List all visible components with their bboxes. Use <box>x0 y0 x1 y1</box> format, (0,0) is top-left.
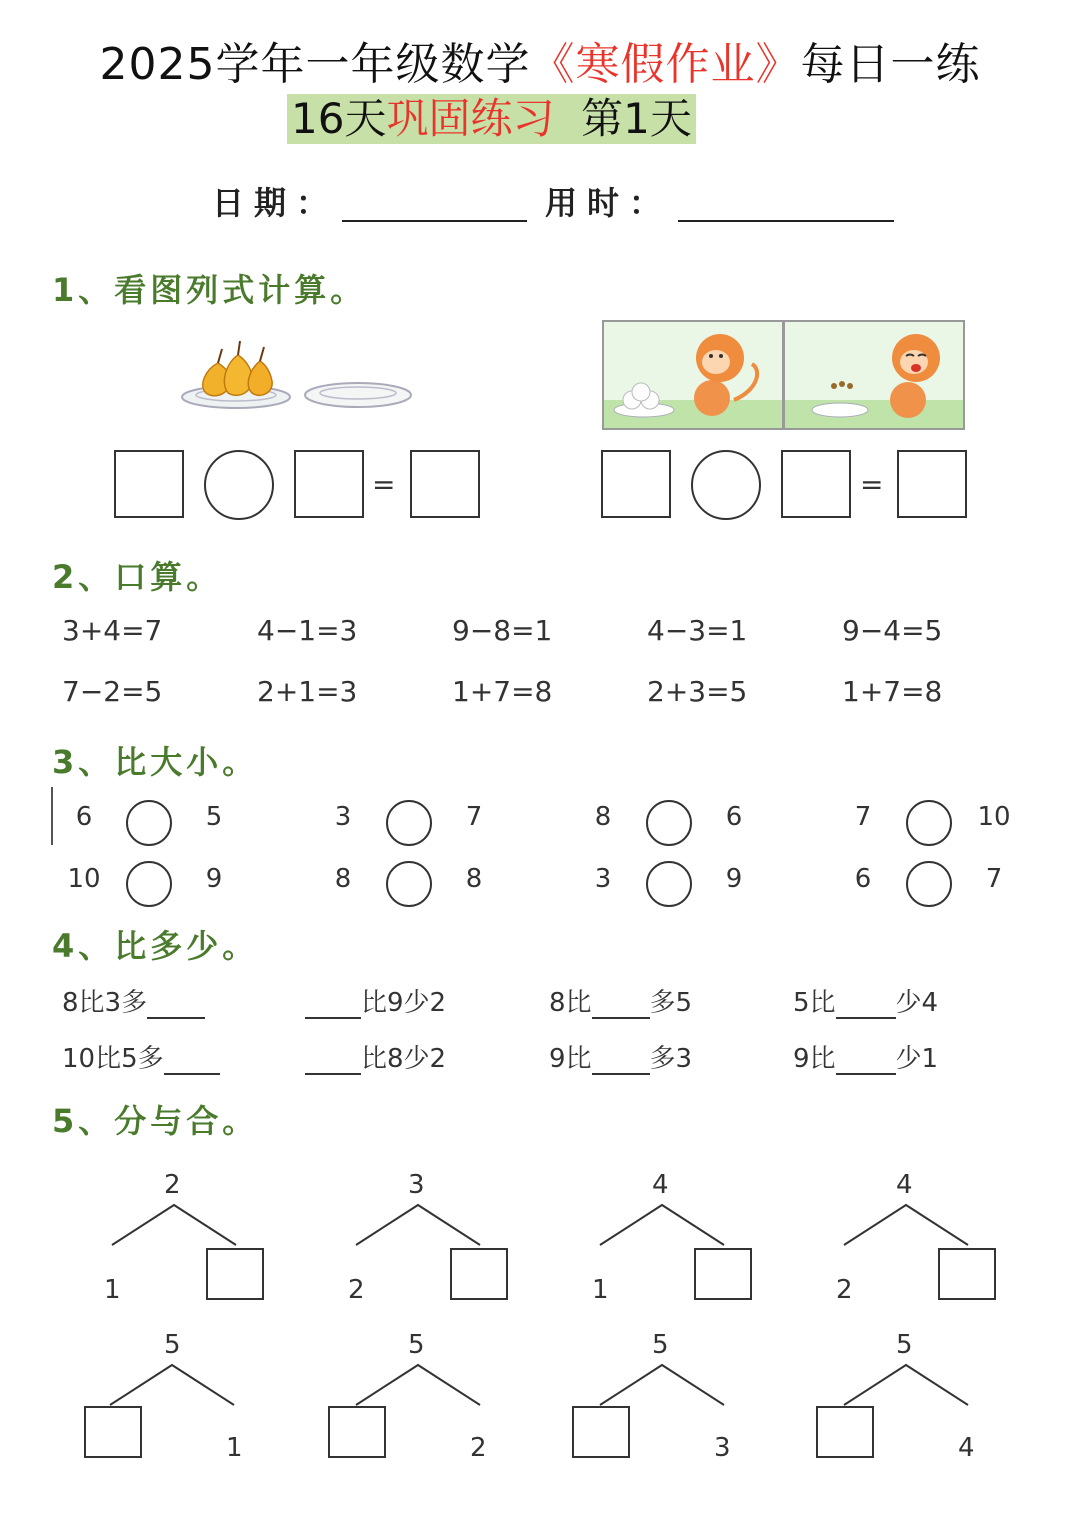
split-part: 4 <box>958 1433 975 1463</box>
answer-blank[interactable] <box>836 991 896 1019</box>
compare-circle[interactable] <box>646 861 692 907</box>
more-less-item <box>549 1038 692 1075</box>
split-answer-box[interactable] <box>694 1248 752 1300</box>
section-4-title: 4、比多少。 <box>52 927 259 965</box>
more-less-item <box>549 982 692 1019</box>
page-subtitle <box>287 94 696 144</box>
answer-box[interactable] <box>897 450 967 518</box>
compare-left: 3 <box>334 802 352 832</box>
oral-item: 1+7=8 <box>842 675 943 708</box>
more-less-text: 9比 <box>549 1044 592 1074</box>
compare-left: 8 <box>334 864 352 894</box>
compare-circle[interactable] <box>386 861 432 907</box>
answer-box[interactable] <box>294 450 364 518</box>
operator-circle[interactable] <box>204 450 274 520</box>
margin-mark <box>51 787 53 845</box>
compare-circle[interactable] <box>906 800 952 846</box>
subtitle-day: 第1天 <box>581 94 692 143</box>
answer-box[interactable] <box>114 450 184 518</box>
section-2-title: 2、口算。 <box>52 558 223 596</box>
oral-item: 3+4=7 <box>62 614 163 647</box>
title-suffix: 每日一练 <box>800 39 981 90</box>
answer-box[interactable] <box>410 450 480 518</box>
answer-box[interactable] <box>601 450 671 518</box>
more-less-text: 8比 <box>549 988 592 1018</box>
oral-item: 2+3=5 <box>647 675 748 708</box>
compare-left: 6 <box>854 864 872 894</box>
oral-item: 7−2=5 <box>62 675 163 708</box>
split-answer-box[interactable] <box>938 1248 996 1300</box>
oral-item: 4−3=1 <box>647 614 748 647</box>
compare-left: 6 <box>75 802 93 832</box>
answer-blank[interactable] <box>836 1047 896 1075</box>
more-less-item <box>793 982 938 1019</box>
oral-item: 4−1=3 <box>257 614 358 647</box>
more-less-text: 5比 <box>793 988 836 1018</box>
more-less-text: 9比 <box>793 1044 836 1074</box>
split-part: 1 <box>104 1275 121 1305</box>
split-total: 5 <box>896 1330 913 1360</box>
section-3-title: 3、比大小。 <box>52 743 259 781</box>
section-5-title: 5、分与合。 <box>52 1102 259 1140</box>
split-total: 5 <box>164 1330 181 1360</box>
compare-left: 7 <box>854 802 872 832</box>
compare-right: 8 <box>465 864 483 894</box>
compare-circle[interactable] <box>386 800 432 846</box>
pears-illustration <box>180 335 420 415</box>
title-highlight: 《寒假作业》 <box>530 39 801 90</box>
oral-item: 1+7=8 <box>452 675 553 708</box>
compare-left: 10 <box>67 864 101 894</box>
split-answer-box[interactable] <box>450 1248 508 1300</box>
split-diagram-lines <box>0 1160 1080 1480</box>
more-less-item <box>62 982 205 1019</box>
subtitle-highlight: 巩固练习 <box>386 94 555 143</box>
split-answer-box[interactable] <box>816 1406 874 1458</box>
more-less-text: 8比3多 <box>62 988 148 1018</box>
compare-circle[interactable] <box>906 861 952 907</box>
more-less-text: 比9少2 <box>361 988 447 1018</box>
empty-plate <box>305 383 411 407</box>
compare-right: 7 <box>985 864 1003 894</box>
split-part: 2 <box>470 1433 487 1463</box>
more-less-item <box>305 1038 446 1075</box>
compare-left: 3 <box>594 864 612 894</box>
oral-item: 2+1=3 <box>257 675 358 708</box>
split-total: 2 <box>164 1170 181 1200</box>
section-1-title: 1、看图列式计算。 <box>52 271 367 309</box>
operator-circle[interactable] <box>691 450 761 520</box>
more-less-item <box>305 982 446 1019</box>
more-less-text: 多3 <box>649 1044 693 1074</box>
answer-blank[interactable] <box>592 1047 650 1075</box>
answer-blank[interactable] <box>592 991 650 1019</box>
split-total: 4 <box>652 1170 669 1200</box>
compare-right: 9 <box>205 864 223 894</box>
equals-sign: = <box>372 468 396 501</box>
split-total: 4 <box>896 1170 913 1200</box>
split-part: 2 <box>348 1275 365 1305</box>
more-less-text: 10比5多 <box>62 1044 164 1074</box>
split-part: 1 <box>592 1275 609 1305</box>
split-answer-box[interactable] <box>572 1406 630 1458</box>
date-label: 日期： <box>212 184 339 222</box>
split-part: 1 <box>226 1433 243 1463</box>
compare-right: 5 <box>205 802 223 832</box>
split-part: 3 <box>714 1433 731 1463</box>
compare-circle[interactable] <box>126 861 172 907</box>
answer-box[interactable] <box>781 450 851 518</box>
subtitle-prefix: 16天 <box>291 94 387 143</box>
time-field[interactable] <box>678 220 894 222</box>
oral-item: 9−8=1 <box>452 614 553 647</box>
answer-blank[interactable] <box>305 991 361 1019</box>
split-total: 5 <box>408 1330 425 1360</box>
compare-right: 7 <box>465 802 483 832</box>
split-part: 2 <box>836 1275 853 1305</box>
split-total: 5 <box>652 1330 669 1360</box>
monkey-illustration <box>602 320 966 432</box>
answer-blank[interactable] <box>305 1047 361 1075</box>
answer-blank[interactable] <box>164 1047 220 1075</box>
more-less-text: 少4 <box>895 988 939 1018</box>
compare-circle[interactable] <box>126 800 172 846</box>
title-prefix: 2025学年一年级数学 <box>99 39 531 90</box>
split-answer-box[interactable] <box>84 1406 142 1458</box>
split-total: 3 <box>408 1170 425 1200</box>
plate-with-pears <box>182 341 290 408</box>
date-field[interactable] <box>342 220 527 222</box>
time-label: 用时： <box>545 184 672 222</box>
answer-blank[interactable] <box>147 991 205 1019</box>
split-answer-box[interactable] <box>206 1248 264 1300</box>
more-less-item <box>62 1038 220 1075</box>
more-less-item <box>793 1038 938 1075</box>
compare-right: 9 <box>725 864 743 894</box>
page-title <box>0 28 1080 92</box>
compare-circle[interactable] <box>646 800 692 846</box>
more-less-text: 少1 <box>895 1044 939 1074</box>
split-answer-box[interactable] <box>328 1406 386 1458</box>
more-less-text: 比8少2 <box>361 1044 447 1074</box>
oral-item: 9−4=5 <box>842 614 943 647</box>
compare-right: 6 <box>725 802 743 832</box>
equals-sign: = <box>860 468 884 501</box>
compare-right: 10 <box>977 802 1011 832</box>
more-less-text: 多5 <box>649 988 693 1018</box>
compare-left: 8 <box>594 802 612 832</box>
